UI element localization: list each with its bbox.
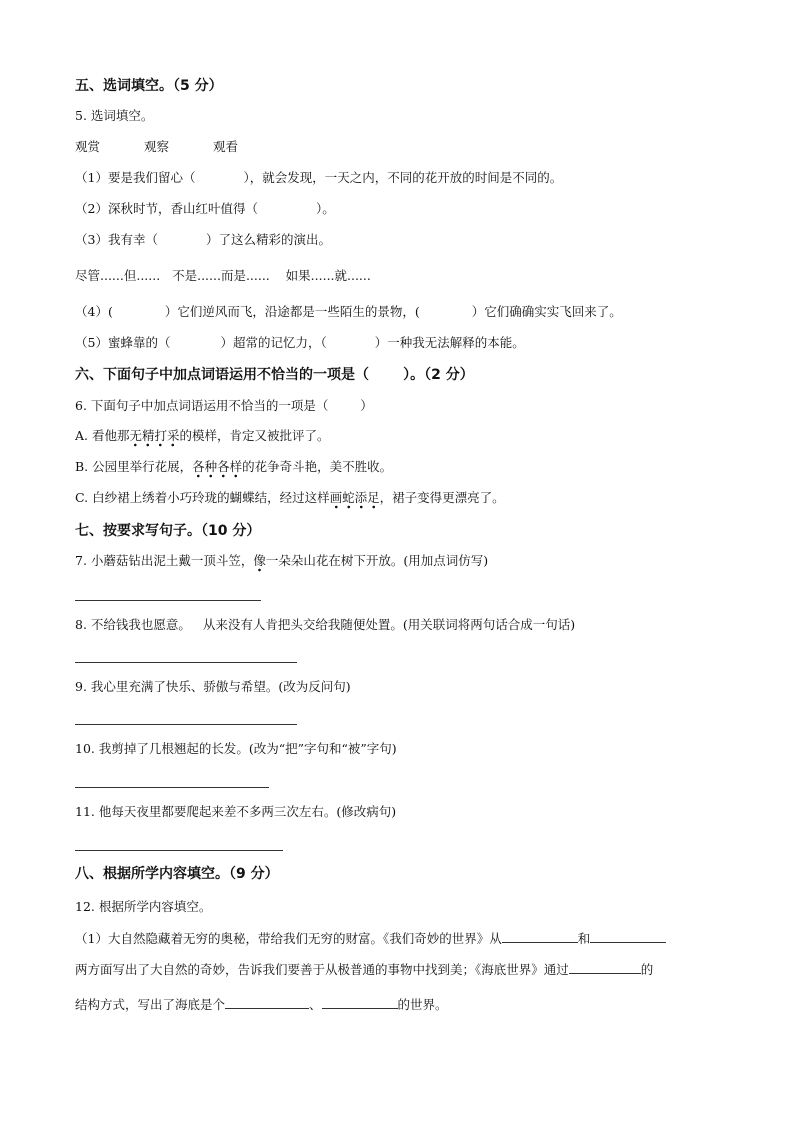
q10: 10. 我剪掉了几根翘起的长发。(改为“把”字句和“被”字句) bbox=[75, 741, 397, 756]
q5-4: （4）( ）它们逆风而飞，沿途都是一些陌生的景物，( ）它们确确实实飞回来了。 bbox=[75, 304, 622, 319]
word-option: 观察 bbox=[144, 139, 170, 154]
q6-option-a[interactable]: A. 看他那无精打采的模样，肯定又被批评了。 bbox=[75, 428, 330, 444]
answer-line-q9[interactable] bbox=[75, 724, 297, 725]
section-8-heading: 八、根据所学内容填空。（9 分） bbox=[75, 866, 279, 882]
word-option: 观看 bbox=[213, 139, 239, 154]
section-6-heading: 六、下面句子中加点词语运用不恰当的一项是（ ）。（2 分） bbox=[75, 367, 474, 383]
q5-intro: 5. 选词填空。 bbox=[75, 108, 154, 123]
answer-line-q11[interactable] bbox=[75, 850, 283, 851]
dotted-word: 画蛇添足 bbox=[330, 490, 380, 509]
word-bank-b: 尽管......但...... 不是......而是...... 如果......就...... bbox=[75, 268, 371, 283]
q6-option-b[interactable]: B. 公园里举行花展，各种各样的花争奇斗艳，美不胜收。 bbox=[75, 459, 392, 475]
section-7-heading: 七、按要求写句子。（10 分） bbox=[75, 523, 261, 539]
q6-stem: 6. 下面句子中加点词语运用不恰当的一项是（ ） bbox=[75, 398, 373, 413]
q9: 9. 我心里充满了快乐、骄傲与希望。(改为反问句) bbox=[75, 679, 351, 694]
dotted-word: 各种各样 bbox=[192, 459, 242, 478]
answer-blank[interactable] bbox=[322, 996, 398, 1009]
q7: 7. 小蘑菇钻出泥土戴一顶斗笠，像一朵朵山花在树下开放。(用加点词仿写) bbox=[75, 553, 488, 569]
word-option: 观赏 bbox=[75, 139, 101, 154]
q6-option-c[interactable]: C. 白纱裙上绣着小巧玲珑的蝴蝶结，经过这样画蛇添足，裙子变得更漂亮了。 bbox=[75, 490, 505, 506]
q11: 11. 他每天夜里都要爬起来差不多两三次左右。(修改病句) bbox=[75, 804, 397, 819]
answer-line-q8[interactable] bbox=[75, 662, 297, 663]
q5-1: （1）要是我们留心（ ），就会发现，一天之内，不同的花开放的时间是不同的。 bbox=[75, 170, 563, 185]
dotted-word: 无精打采 bbox=[129, 428, 179, 447]
dotted-word: 像 bbox=[253, 553, 266, 572]
q12-line-3: 结构方式，写出了海底是个 、 的世界。 bbox=[75, 997, 448, 1012]
answer-blank[interactable] bbox=[225, 996, 309, 1009]
answer-line-q7[interactable] bbox=[75, 600, 261, 601]
q8: 8. 不给钱我也愿意。 从来没有人肯把头交给我随便处置。(用关联词将两句话合成一句话) bbox=[75, 617, 576, 632]
q5-2: （2）深秋时节，香山红叶值得（ ）。 bbox=[75, 201, 335, 216]
q12-line-2: 两方面写出了大自然的奇妙，告诉我们要善于从极普通的事物中找到美；《海底世界》通过 的 bbox=[75, 962, 654, 977]
q12-line-1: （1）大自然隐藏着无穷的奥秘，带给我们无穷的财富。《我们奇妙的世界》从 和 bbox=[75, 930, 666, 947]
answer-blank[interactable] bbox=[569, 961, 641, 974]
q12-intro: 12. 根据所学内容填空。 bbox=[75, 899, 212, 914]
q5-3: （3）我有幸（ ）了这么精彩的演出。 bbox=[75, 232, 331, 247]
word-bank-a bbox=[75, 139, 238, 155]
q5-5: （5）蜜蜂靠的（ ）超常的记忆力，（ ）一种我无法解释的本能。 bbox=[75, 335, 525, 350]
answer-blank[interactable] bbox=[590, 930, 666, 943]
answer-blank[interactable] bbox=[502, 930, 578, 943]
answer-line-q10[interactable] bbox=[75, 787, 269, 788]
section-5-heading: 五、选词填空。（5 分） bbox=[75, 78, 223, 94]
